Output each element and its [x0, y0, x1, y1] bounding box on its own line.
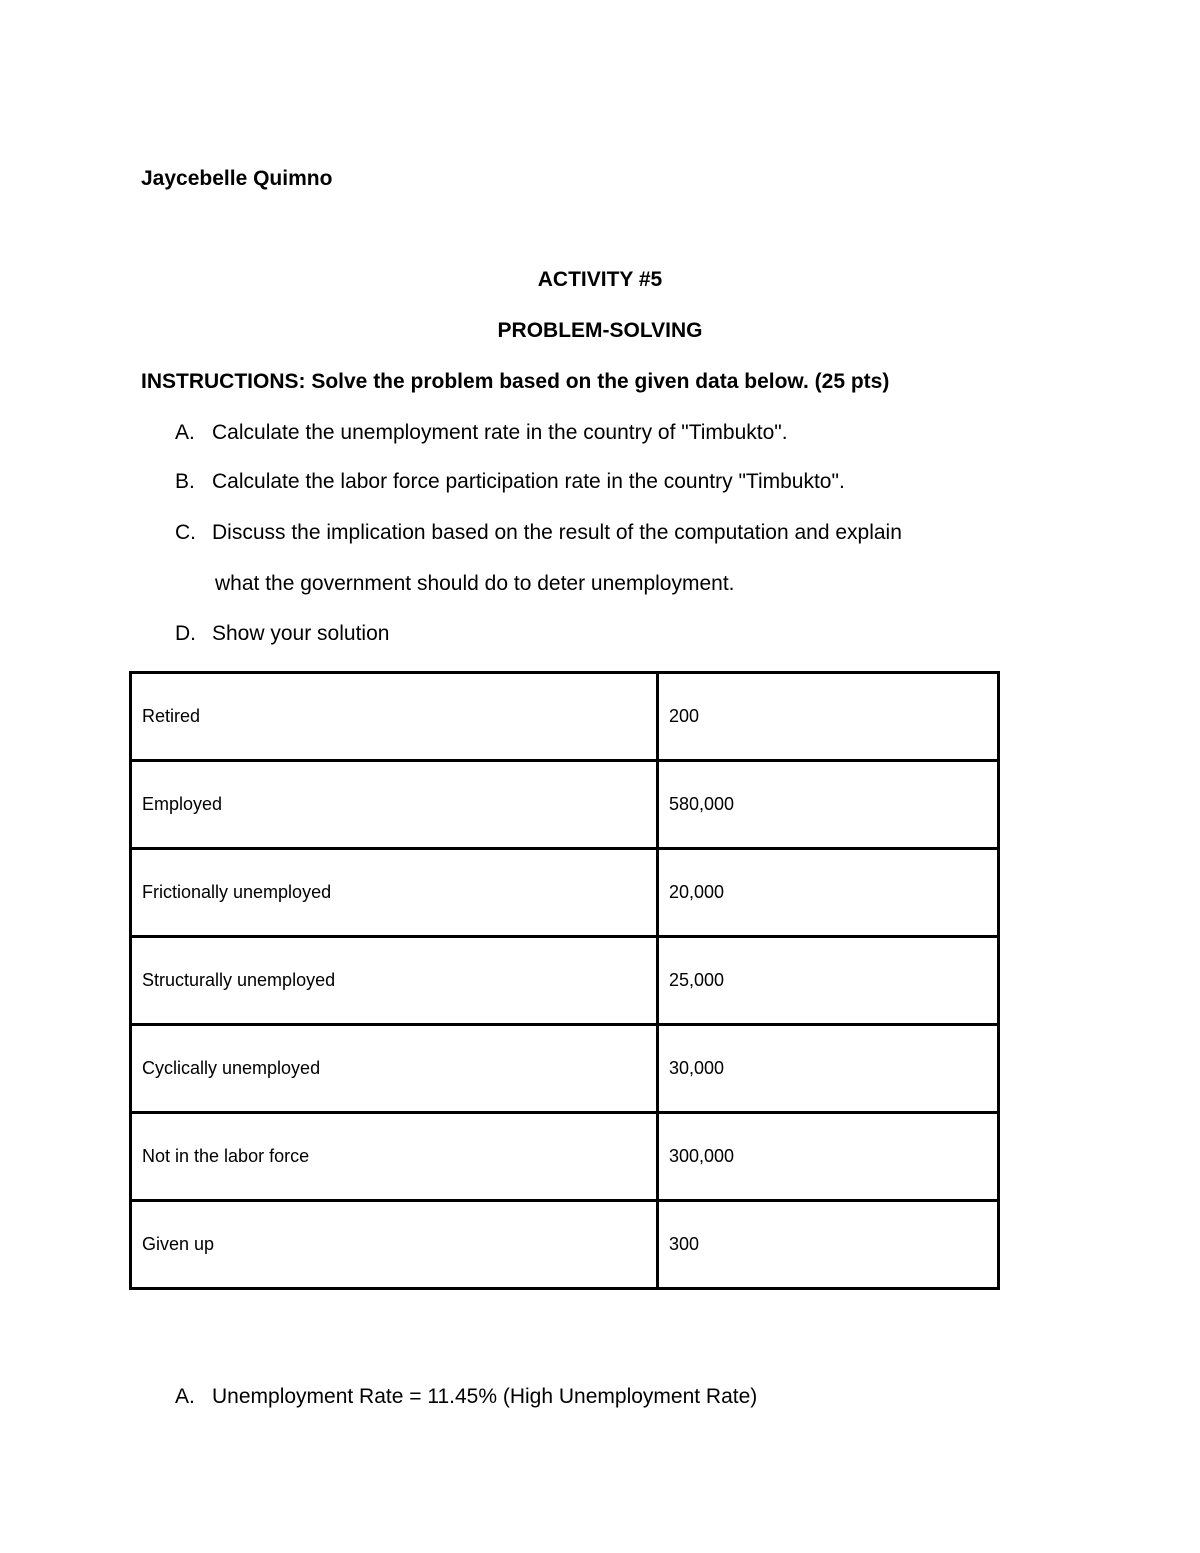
activity-subtitle: PROBLEM-SOLVING: [497, 319, 703, 342]
table-row: [131, 1113, 999, 1201]
task-d: [175, 621, 389, 647]
labor-data-table: [129, 671, 1000, 1290]
row-label: Not in the labor force: [131, 1113, 658, 1201]
task-letter: A.: [175, 421, 195, 444]
table-row: [131, 937, 999, 1025]
row-label: Retired: [131, 673, 658, 761]
row-label: Cyclically unemployed: [131, 1025, 658, 1113]
task-text: Calculate the unemployment rate in the country of "Timbukto".: [212, 421, 788, 444]
task-b: [175, 469, 845, 495]
row-value: 580,000: [658, 761, 999, 849]
task-text: Calculate the labor force participation rate in the country "Timbukto".: [212, 470, 845, 493]
task-letter: D.: [175, 622, 196, 645]
table-row: [131, 761, 999, 849]
task-c-continuation: what the government should do to deter unemployment.: [215, 572, 735, 595]
table-row: [131, 673, 999, 761]
row-value: 300: [658, 1201, 999, 1289]
table-row: [131, 1025, 999, 1113]
row-label: Frictionally unemployed: [131, 849, 658, 937]
row-value: 20,000: [658, 849, 999, 937]
row-value: 200: [658, 673, 999, 761]
answer-letter: A.: [175, 1385, 195, 1408]
instructions: INSTRUCTIONS: Solve the problem based on the given data below. (25 pts): [141, 370, 890, 393]
row-value: 300,000: [658, 1113, 999, 1201]
row-label: Given up: [131, 1201, 658, 1289]
task-text: Show your solution: [212, 622, 390, 645]
answer-a: [175, 1384, 757, 1410]
author-name: Jaycebelle Quimno: [141, 167, 333, 190]
row-value: 25,000: [658, 937, 999, 1025]
task-text: Discuss the implication based on the result of the computation and explain: [212, 521, 902, 544]
row-value: 30,000: [658, 1025, 999, 1113]
task-letter: C.: [175, 521, 196, 544]
row-label: Structurally unemployed: [131, 937, 658, 1025]
answer-text: Unemployment Rate = 11.45% (High Unemployment Rate): [212, 1385, 758, 1408]
task-c: [175, 520, 902, 546]
table-row: [131, 849, 999, 937]
task-a: [175, 420, 788, 446]
task-letter: B.: [175, 470, 195, 493]
row-label: Employed: [131, 761, 658, 849]
table-row: [131, 1201, 999, 1289]
activity-title: ACTIVITY #5: [537, 268, 663, 291]
